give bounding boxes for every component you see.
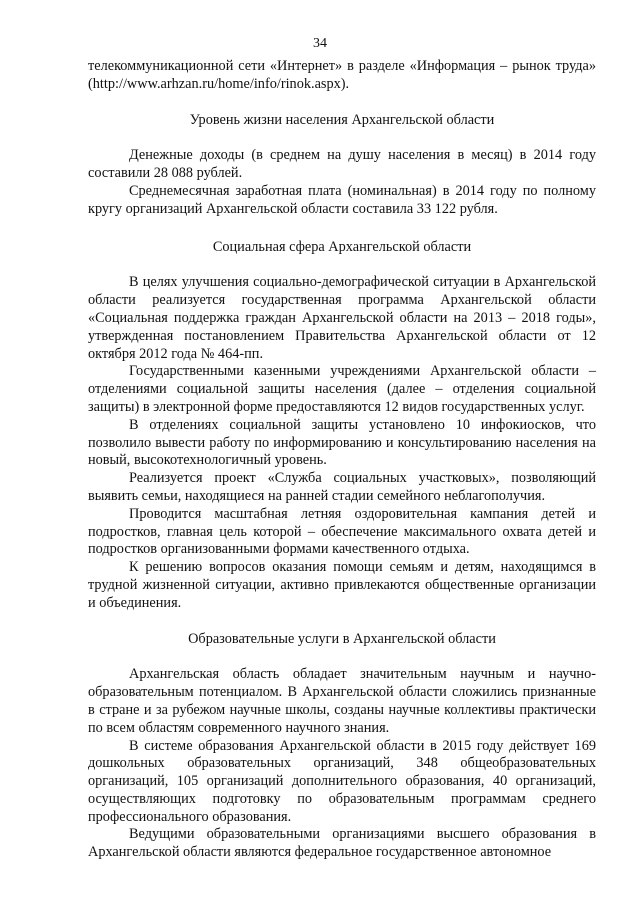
paragraph: В целях улучшения социально-демографической ситуации в Архангельской области реализуется государственная программа Архангельской области «Социальная поддержка граждан Архангельской области на 2013 – 2018 годы», утвержденная постановлением Правительства Архангельской области от 12 октября 2012 года № 464-пп. [88,274,596,362]
paragraph: Архангельская область обладает значительным научным и научно-образовательным потенциалом. В Архангельской области сложились признанные в стране и за рубежом научные школы, созданы научные коллективы практически по всем областям современного научного знания. [88,666,596,736]
paragraph: Проводится масштабная летняя оздоровительная кампания детей и подростков, главная цель которой – обеспечение максимального охвата детей и подростков организованными формами качественного отдыха. [88,505,596,558]
paragraph-intro: телекоммуникационной сети «Интернет» в разделе «Информация – рынок труда» (http://www.arhzan.ru/home/info/rinok.aspx). [88,58,596,92]
paragraph: Ведущими образовательными организациями высшего образования в Архангельской области являются федеральное государственное автономное [88,826,596,861]
section-heading-education: Образовательные услуги в Архангельской области [188,630,496,647]
paragraph: Реализуется проект «Служба социальных участковых», позволяющий выявить семьи, находящиеся на ранней стадии семейного неблагополучия. [88,470,596,504]
paragraph: К решению вопросов оказания помощи семьям и детям, находящимся в трудной жизненной ситуации, активно привлекаются общественные организации и объединения. [88,559,596,611]
page-content [88,58,596,862]
page-number: 34 [313,36,327,51]
paragraph: В отделениях социальной защиты установлено 10 инфокиосков, что позволило вывести работу по информированию и консультированию населения на новый, высокотехнологичный уровень. [88,416,596,469]
paragraph: Государственными казенными учреждениями Архангельской области – отделениями социальной защиты населения (далее – отделения социальной защиты) в электронной форме предоставляются 12 видов государственных услуг. [88,363,596,415]
section-heading-living-standard: Уровень жизни населения Архангельской области [189,111,495,128]
paragraph: Денежные доходы (в среднем на душу населения в месяц) в 2014 году составили 28 088 рублей. [88,147,596,182]
paragraph: В системе образования Архангельской области в 2015 году действует 169 дошкольных образовательных организаций, 348 общеобразовательных организаций, 105 организаций дополнительного образования, 40 организаций, осуществляющих подготовку по образовательным программам среднего профессионального образования. [88,737,596,825]
paragraph: Среднемесячная заработная плата (номинальная) в 2014 году по полному кругу организаций Архангельской области составила 33 122 рубля. [88,182,596,217]
section-heading-social-sphere: Социальная сфера Архангельской области [212,238,472,255]
